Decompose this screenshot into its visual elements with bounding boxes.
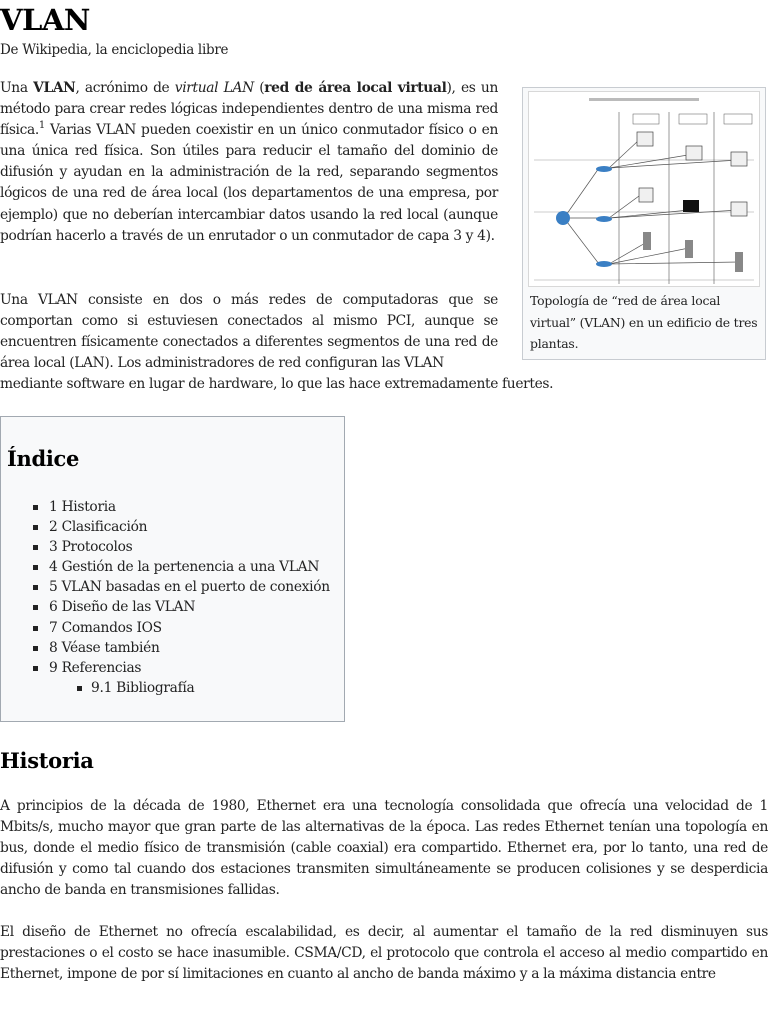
figure-caption: Topología de “red de área local virtual” (VLAN) en un edificio de tres plantas. [530, 293, 758, 351]
toc-list [1, 497, 330, 698]
bullet-icon [33, 525, 38, 530]
second-paragraph-last-line: mediante software en lugar de hardware, lo que las hace extremadamente fuertes. [0, 376, 554, 392]
term-virtual-lan: virtual LAN [174, 80, 254, 96]
bullet-icon [33, 565, 38, 570]
toc-item-historia[interactable]: 1 Historia [1, 497, 330, 517]
term-vlan: VLAN [33, 80, 76, 96]
bullet-icon [33, 585, 38, 590]
bullet-icon [33, 605, 38, 610]
toc-item-gestion[interactable]: 4 Gestión de la pertenencia a una VLAN [1, 557, 330, 577]
bullet-icon [33, 666, 38, 671]
figure-thumbnail [522, 87, 766, 360]
page-subtitle: De Wikipedia, la enciclopedia libre [0, 42, 229, 58]
toc-item-comandos[interactable]: 7 Comandos IOS [1, 618, 330, 638]
toc-item-vease[interactable]: 8 Véase también [1, 638, 330, 658]
bullet-icon [33, 505, 38, 510]
page-title: VLAN [0, 3, 90, 37]
table-of-contents [0, 416, 345, 722]
toc-item-referencias[interactable]: 9 Referencias [1, 658, 330, 678]
term-red-area-local: red de área local virtual [264, 80, 447, 96]
toc-item-protocolos[interactable]: 3 Protocolos [1, 537, 330, 557]
second-paragraph: Una VLAN consiste en dos o más redes de computadoras que se comportan como si estuviesen conectados al mismo PCI, aunque se encuentren físicamente conectados a diferentes segmentos de una red de área local (LAN). Los administradores de red configuran las VLAN [0, 292, 498, 372]
intro-paragraph: Una VLAN, acrónimo de virtual LAN (red de área local virtual), es un método para crear redes lógicas independientes dentro de una misma red física.$^1$ Varias VLAN pueden coexistir en un único conmutador físico o en una única red física. Son útiles para reducir el tamaño del dominio de difusión y ayudan en la administración de la red, separando segmentos lógicos de una red de área local (los departamentos de una empresa, por ejemplo) que no deberían intercambiar datos usando la red local (aunque podrían hacerlo a través de un enrutador o un conmutador de capa 3 y 4). [0, 80, 498, 244]
section-heading-historia: Historia [0, 748, 94, 773]
toc-item-vlan-puerto[interactable]: 5 VLAN basadas en el puerto de conexión [1, 577, 330, 597]
toc-title: Índice [7, 446, 80, 471]
vlan-topology-diagram[interactable] [528, 91, 760, 287]
bullet-icon [33, 646, 38, 651]
bullet-icon [33, 626, 38, 631]
toc-subitem-bibliografia[interactable]: 9.1 Bibliografía [1, 678, 330, 698]
historia-paragraph-2: El diseño de Ethernet no ofrecía escalabilidad, es decir, al aumentar el tamaño de la red disminuyen sus prestaciones o el costo se hace inasumible. CSMA/CD, el protocolo que controla el acceso al medio compartido en Ethernet, impone de por sí limitaciones en cuanto al ancho de banda máximo y a la máxima distancia entre [0, 924, 768, 983]
bullet-icon [77, 686, 82, 691]
toc-item-clasificacion[interactable]: 2 Clasificación [1, 517, 330, 537]
historia-paragraph-1: A principios de la década de 1980, Ethernet era una tecnología consolidada que ofrecía una velocidad de 1 Mbits/s, mucho mayor que gran parte de las alternativas de la época. Las redes Ethernet tenían una topología en bus, donde el medio físico de transmisión (cable coaxial) era compartido. Ethernet era, por lo tanto, una red de difusión y como tal cuando dos estaciones transmiten simultáneamente se producen colisiones y se desperdicia ancho de banda en transmisiones fallidas. [0, 798, 768, 899]
toc-item-diseno[interactable]: 6 Diseño de las VLAN [1, 597, 330, 617]
reference-link[interactable]: 1 [38, 120, 45, 132]
bullet-icon [33, 545, 38, 550]
network-diagram-graphic [529, 92, 759, 286]
